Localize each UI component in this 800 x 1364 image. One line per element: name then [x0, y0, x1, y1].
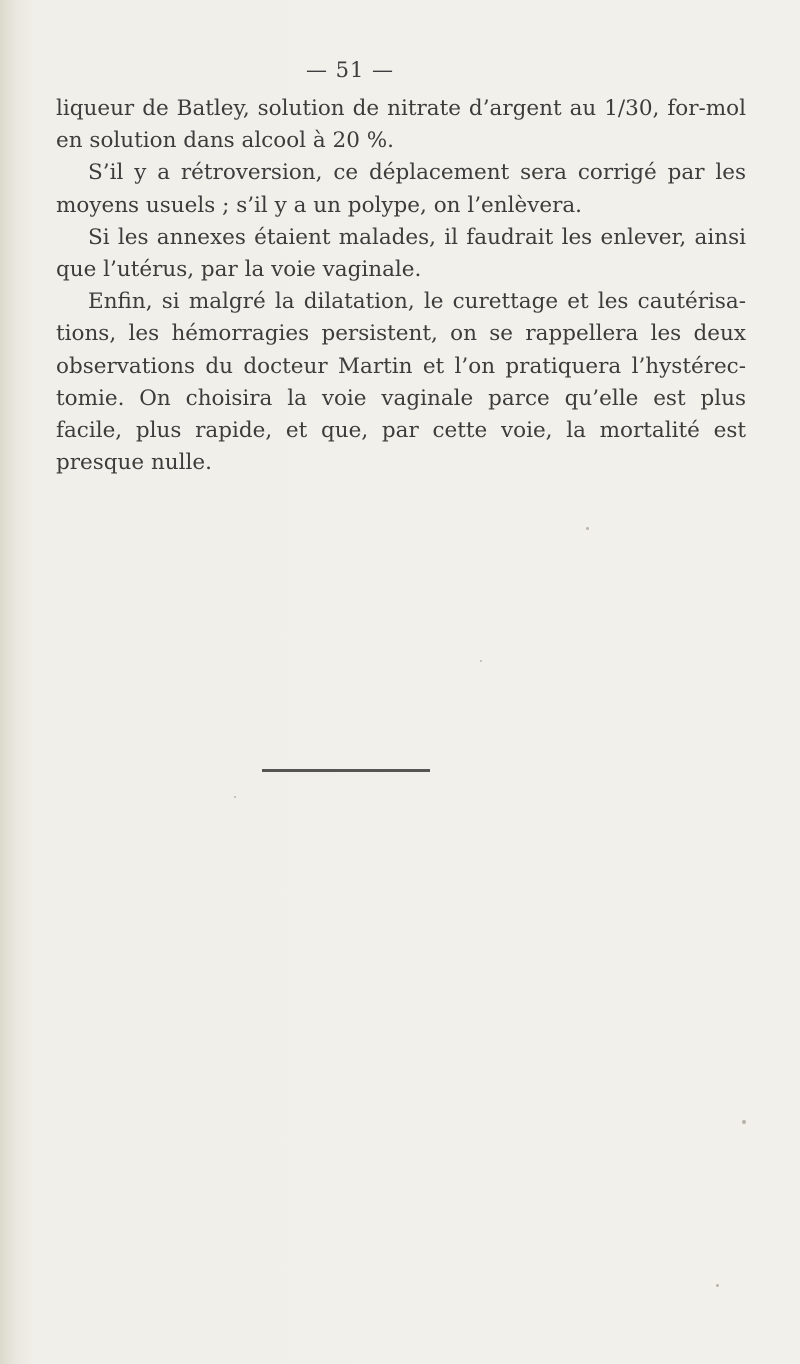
- paper-speck: [716, 1284, 719, 1287]
- paragraph-continuation: liqueur de Batley, solution de nitrate d’argent au 1/30, for-mol en solution dans alcool à 20 %.: [56, 96, 746, 154]
- paper-speck: [480, 660, 482, 662]
- paragraph-annexes: Si les annexes étaient malades, il faudrait les enlever, ainsi que l’utérus, par la voie vaginale.: [56, 224, 746, 283]
- paper-speck: [742, 1120, 746, 1124]
- page-number: — 51 —: [305, 58, 395, 82]
- paragraph-conclusion: Enfin, si malgré la dilatation, le curettage et les cautérisa-tions, les hémorragies persistent, on se rappellera les deux observations du docteur Martin et l’on pratiquera l’hystérec-tomie. On choisira la voie vaginale parce qu’elle est plus facile, plus rapide, et que, par cette voie, la mortalité est presque nulle.: [56, 289, 746, 476]
- body-text: [56, 93, 746, 479]
- paper-speck: [586, 527, 589, 530]
- section-separator-rule: [262, 769, 430, 772]
- paper-speck: [234, 796, 236, 798]
- paragraph-retroversion: S’il y a rétroversion, ce déplacement sera corrigé par les moyens usuels ; s’il y a un polype, on l’enlèvera.: [56, 160, 746, 218]
